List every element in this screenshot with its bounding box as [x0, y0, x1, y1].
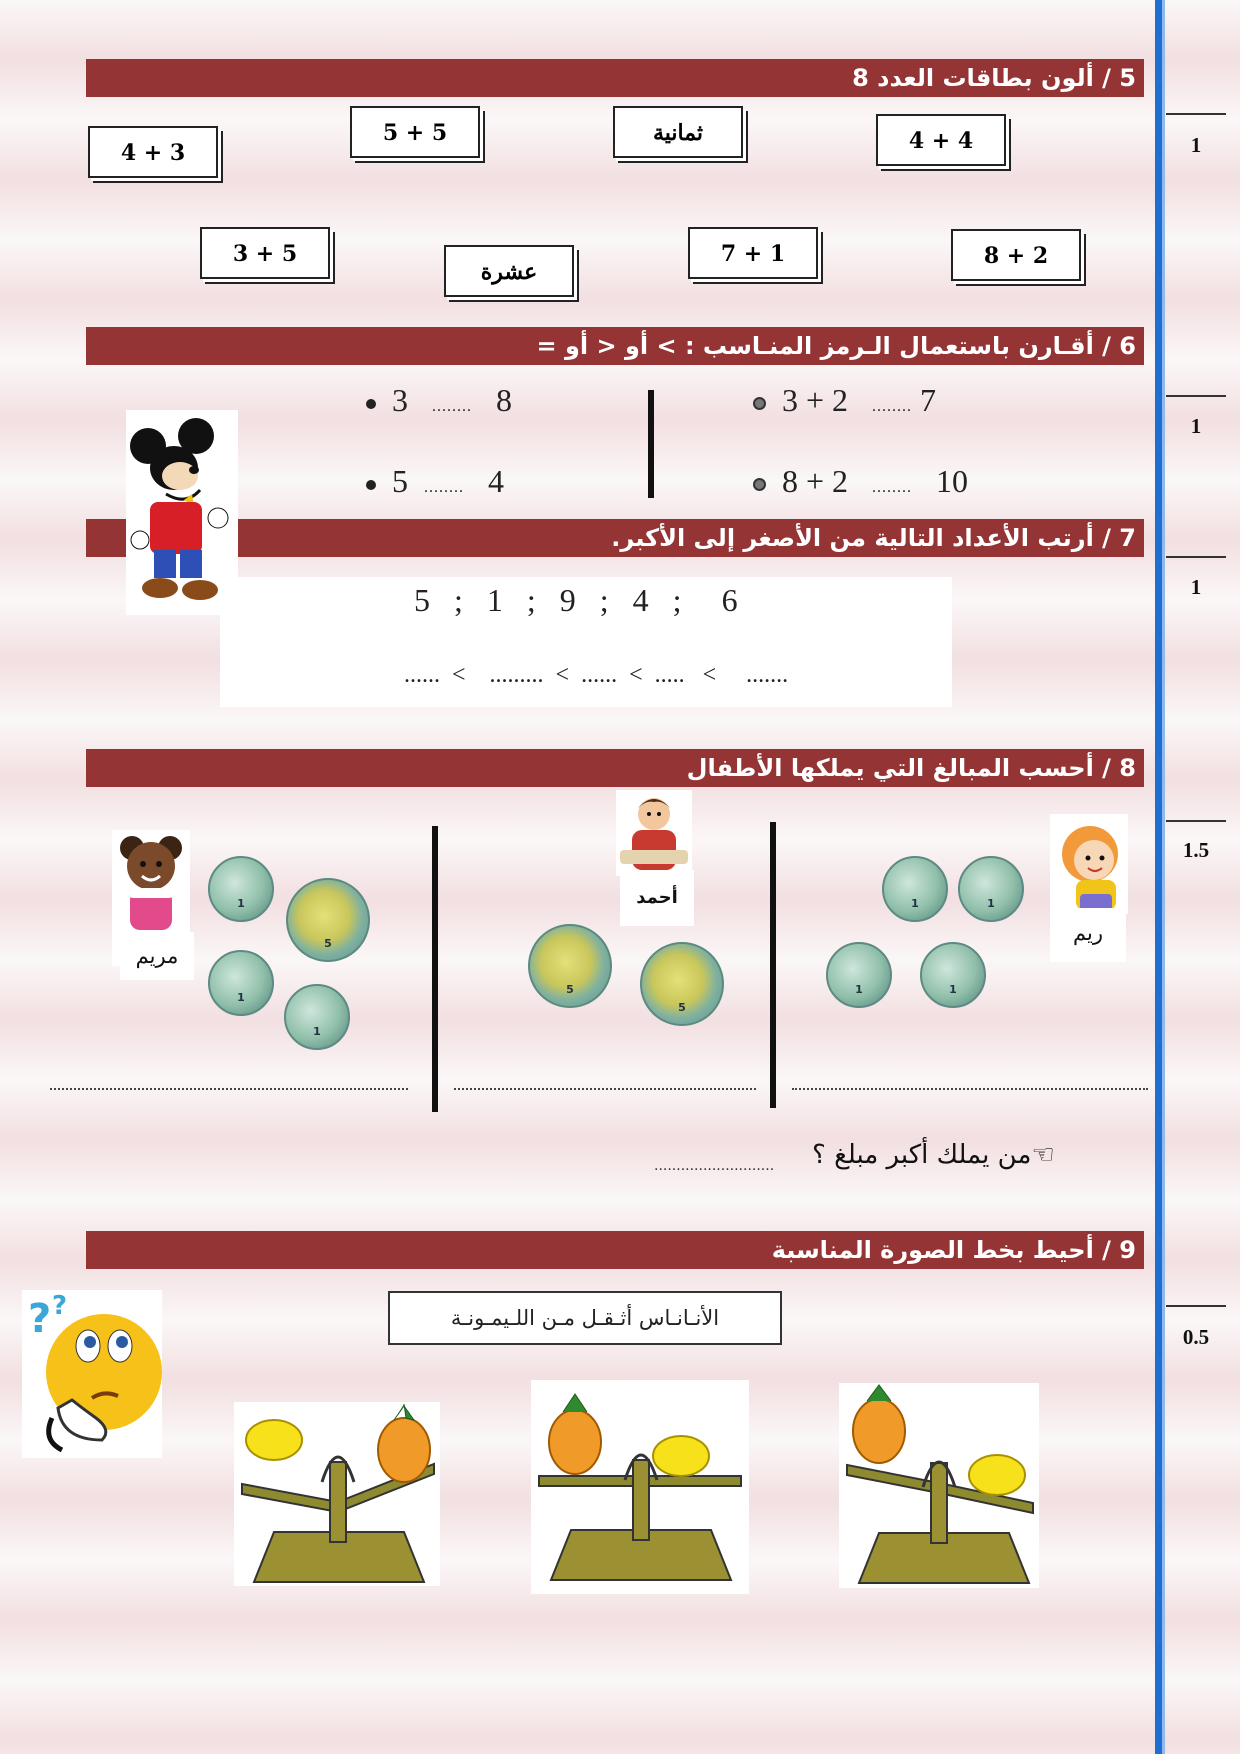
- coin-1-icon: 1: [826, 942, 892, 1008]
- coin-5-icon: 5: [286, 878, 370, 962]
- number-card[interactable]: عشرة: [444, 245, 574, 297]
- score-q6: 1: [1190, 414, 1202, 438]
- answer-blank[interactable]: ........: [872, 479, 913, 496]
- number-card[interactable]: 4 + 4: [876, 114, 1006, 166]
- coin-1-icon: 1: [882, 856, 948, 922]
- comparison-row: 3 + 2 ........ 7: [753, 382, 936, 419]
- score-separator: [1166, 556, 1226, 558]
- score-q7: 1: [1190, 575, 1202, 599]
- number-card[interactable]: 5 + 5: [350, 106, 480, 158]
- svg-text:?: ?: [28, 1296, 52, 1342]
- scale-option-3[interactable]: [839, 1383, 1039, 1588]
- child-name: مريم: [120, 932, 194, 980]
- answer-blank[interactable]: ........: [424, 479, 464, 496]
- number-card[interactable]: 4 + 3: [88, 126, 218, 178]
- bullet-icon: [753, 397, 766, 410]
- answer-blank[interactable]: ........: [432, 398, 472, 415]
- coin-5-icon: 5: [640, 942, 724, 1026]
- column-divider: [648, 390, 654, 498]
- comparison-row: 5 ........ 4: [366, 463, 504, 500]
- answer-line[interactable]: [50, 1088, 408, 1090]
- comparison-row: 3 ........ 8: [366, 382, 512, 419]
- score-q5: 1: [1190, 133, 1202, 157]
- margin-line: [1155, 0, 1162, 1754]
- svg-text:?: ?: [52, 1291, 68, 1321]
- coin-5-icon: 5: [528, 924, 612, 1008]
- largest-amount-question: ☜من يملك أكبر مبلغ ؟: [812, 1140, 1055, 1170]
- score-separator: [1166, 113, 1226, 115]
- coin-1-icon: 1: [284, 984, 350, 1050]
- score-separator: [1166, 1305, 1226, 1307]
- comparison-row: 8 + 2 ........ 10: [753, 463, 968, 500]
- answer-line[interactable]: [792, 1088, 1148, 1090]
- number-card[interactable]: 7 + 1: [688, 227, 818, 279]
- answer-blank[interactable]: ........: [872, 398, 913, 415]
- bullet-icon: [753, 478, 766, 491]
- child-name: ريم: [1050, 908, 1126, 962]
- bullet-icon: [366, 480, 376, 490]
- thinking-face-icon: [22, 1290, 162, 1458]
- boy-ahmed-avatar: [616, 790, 692, 876]
- coin-1-icon: 1: [958, 856, 1024, 922]
- coin-1-icon: 1: [208, 856, 274, 922]
- q9-title: 9 / أحيط بخط الصورة المناسبة: [86, 1231, 1144, 1269]
- score-separator: [1166, 820, 1226, 822]
- statement-box: الأنـانـاس أثـقـل مـن اللـيمـونـة: [388, 1291, 782, 1345]
- number-card[interactable]: 3 + 5: [200, 227, 330, 279]
- answer-line[interactable]: [454, 1088, 756, 1090]
- coin-1-icon: 1: [920, 942, 986, 1008]
- scale-option-2[interactable]: [531, 1380, 749, 1594]
- score-separator: [1166, 395, 1226, 397]
- answer-blank[interactable]: ...........................: [654, 1158, 775, 1174]
- numbers-to-order: 5 ; 1 ; 9 ; 4 ; 6: [414, 582, 738, 618]
- girl-reem-avatar: [1050, 814, 1128, 914]
- column-divider: [432, 826, 438, 1112]
- mickey-illustration: [126, 410, 238, 615]
- score-q9: 0.5: [1182, 1325, 1210, 1349]
- q5-title: 5 / ألون بطاقات العدد 8: [86, 59, 1144, 97]
- column-divider: [770, 822, 776, 1108]
- ordering-answer[interactable]: ...... < ......... < ...... < ..... < .......: [404, 662, 789, 688]
- q6-title: 6 / أقـارن باستعمال الـرمز المنـاسب : > أو < أو =: [86, 327, 1144, 365]
- score-q8: 1.5: [1182, 838, 1210, 862]
- scale-option-1[interactable]: [234, 1402, 440, 1586]
- q8-title: 8 / أحسب المبالغ التي يملكها الأطفال: [86, 749, 1144, 787]
- q7-title: 7 / أرتب الأعداد التالية من الأصغر إلى الأكبر.: [86, 519, 1144, 557]
- number-card[interactable]: ثمانية: [613, 106, 743, 158]
- number-card[interactable]: 8 + 2: [951, 229, 1081, 281]
- child-name: أحمد: [620, 870, 694, 926]
- bullet-icon: [366, 399, 376, 409]
- coin-1-icon: 1: [208, 950, 274, 1016]
